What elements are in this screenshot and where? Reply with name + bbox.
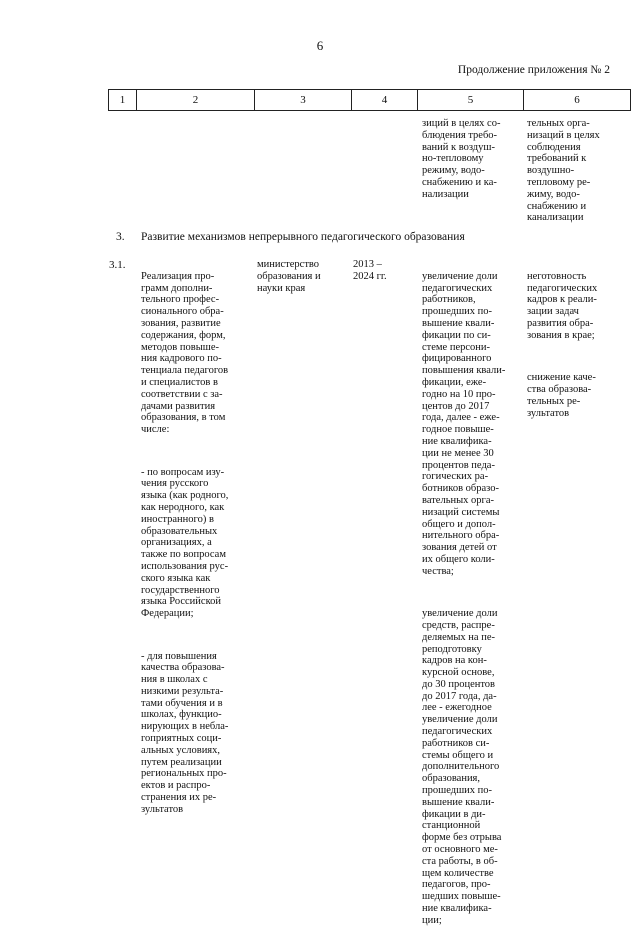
- consequence-paragraph: неготовность педагогических кадров к реали- зации задач развития обра- зования в крае;: [527, 270, 598, 341]
- measure-paragraph: Реализация про- грамм дополни- тельного профес- сионального обра- зования, развитие содержания, форм, методов повыше- ния кадрового по- тенциала педагогов и специалистов в соответствии с за- дачами развития образования, в том числе:: [141, 270, 229, 436]
- result-paragraph: увеличение доли средств, распре- деляемых на пе- реподготовку кадров на кон- курсной основе, до 30 процентов до 2017 года, да- лее - ежегодное увеличение доли педагогических работников си- стемы общего и дополнительного образования, прошедших по- вышение квали- фикации в ди- станционной форме без отрыва от основного ме- ста работы, в об- щем количестве педагогов, про- шедших повыше- ние квалифика- ции;: [422, 608, 502, 926]
- appendix-continuation-label: Продолжение приложения № 2: [457, 64, 610, 76]
- implementation-period: 2013 – 2024 гг.: [353, 259, 387, 282]
- column-header-5: 5: [418, 90, 524, 111]
- section-title: Развитие механизмов непрерывного педагогического образования: [141, 231, 465, 243]
- column-header-table: [108, 89, 631, 111]
- expected-results: [422, 259, 522, 938]
- carryover-col6-text: тельных орга- низаций в целях соблюдения требований к воздушно- тепловому ре- жиму, водо- снабжению и канализации: [527, 118, 600, 224]
- result-paragraph: увеличение доли педагогических работников, прошедших по- вышение квали- фикации по си- стеме персони- фицированного повышения квали- фикации, еже- годно на 10 про- центов до 2017 года, далее - еже- годное повыше- ние квалифика- ции не менее 30 процентов педа- гогических ра- ботников образо- вательных орга- низаций системы общего и допол- нительного обра- зования детей от их общего коли- чества;: [422, 270, 506, 577]
- measure-paragraph: - для повышения качества образова- ния в школах с низкими результа- тами обучения и в школах, функцио- нирующих в небла- гоприятных соци- альных условиях, путем реализации региональных про- ектов и распро- странения их ре- зультатов: [141, 650, 229, 815]
- measure-description: [141, 259, 253, 827]
- consequence-paragraph: снижение каче- ства образова- тельных ре- зультатов: [527, 372, 596, 419]
- page-number: 6: [316, 38, 324, 53]
- column-header-3: 3: [255, 90, 352, 111]
- consequences-of-failure: [527, 259, 629, 431]
- column-header-1: 1: [109, 90, 137, 111]
- section-number: 3.: [116, 231, 125, 243]
- carryover-col5-text: зиций в целях со- блюдения требо- ваний к воздуш- но-тепловому режиму, водо- снабжению и ка- нализации: [422, 118, 501, 200]
- measure-paragraph: - по вопросам изу- чения русского языка (как родного, как неродного, как иностранного) в образовательных организациях, а также по вопросам использования рус- ского языка как государственного языка Российской Федерации;: [141, 466, 229, 620]
- responsible-executor: министерство образования и науки края: [257, 259, 321, 294]
- row-number: 3.1.: [109, 259, 126, 271]
- column-header-2: 2: [137, 90, 255, 111]
- column-header-6: 6: [524, 90, 631, 111]
- column-header-4: 4: [352, 90, 418, 111]
